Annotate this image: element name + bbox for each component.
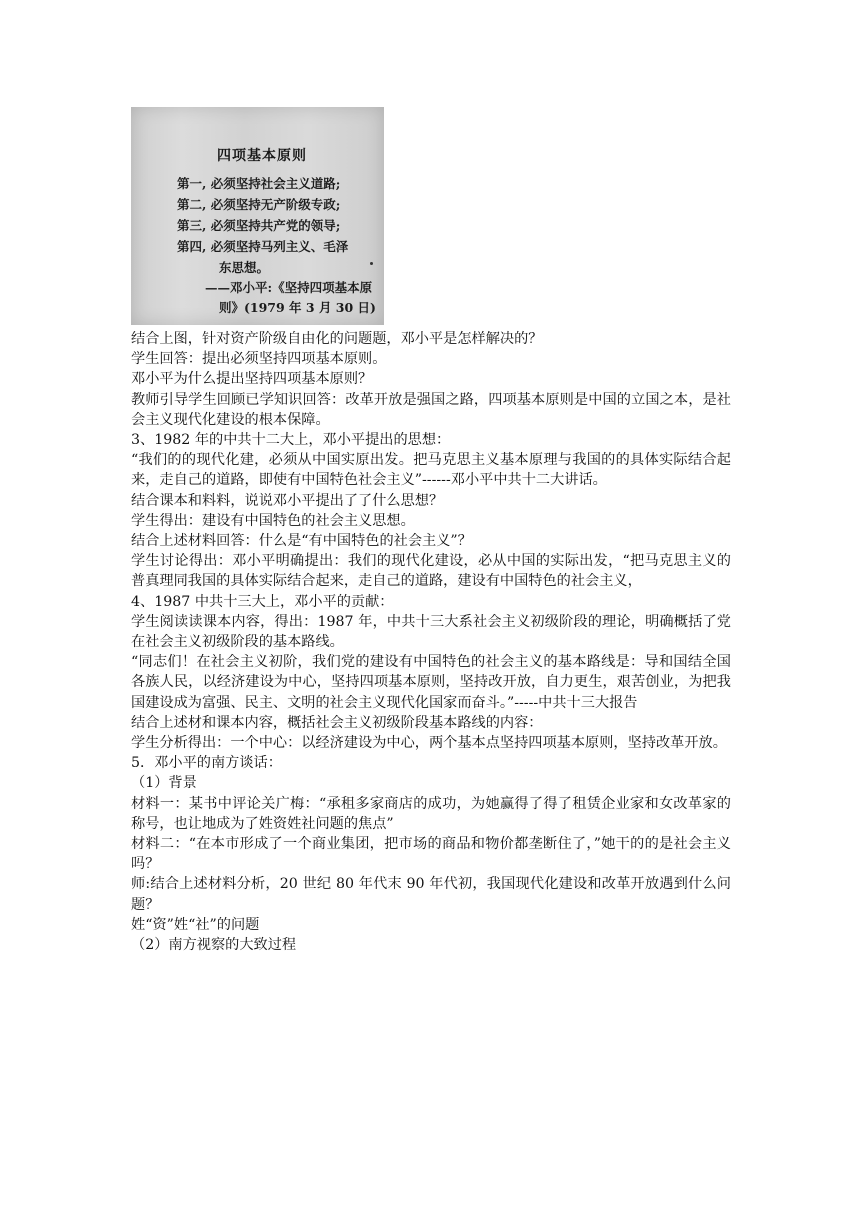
paragraph-19: 材料二：“在本市形成了一个商业集团，把市场的商品和物价都垄断住了，”她干的的是社会主义吗？	[131, 836, 731, 873]
scan-title: 四项基本原则	[217, 148, 307, 164]
paragraph-4: 教师引导学生回顾已学知识回答：改革开放是强国之路，四项基本原则是中国的立国之本，是社会主义现代化建设的根本保障。	[131, 391, 731, 428]
scan-line-5: 东思想。	[219, 260, 270, 275]
paragraph-12: 学生阅读读课本内容，得出：1987 年，中共十三大系社会主义初级阶段的理论，明确概括了党在社会主义初级阶段的基本路线。	[131, 613, 731, 651]
paragraph-15: 学生分析得出：一个中心：以经济建设为中心，两个基本点坚持四项基本原则，坚持改革开放。	[131, 735, 727, 752]
scan-line-4: 第四, 必须坚持马列主义、毛泽	[177, 239, 349, 254]
paragraph-6: “我们的的现代化建，必须从中国实原出发。把马克思主义基本原理与我国的的具体实际结合起来，走自己的道路，即使有中国特色社会主义”------邓小平中共十二大讲话。	[131, 452, 731, 489]
body-text	[131, 329, 731, 955]
paragraph-7: 结合课本和料料，说说邓小平提出了了什么思想？	[131, 492, 444, 509]
scan-line-1: 第一, 必须坚持社会主义道路;	[177, 176, 341, 191]
scanned-principles-image	[131, 107, 384, 325]
paragraph-3: 邓小平为什么提出坚持四项基本原则？	[131, 371, 373, 388]
scan-line-7: 则》(1979 年 3 月 30 日)	[219, 300, 376, 315]
paragraph-20: 师:结合上述材料分析，20 世纪 80 年代末 90 年代初，我国现代化建设和改革开放遇到什么问题？	[131, 876, 731, 913]
scan-line-2: 第二, 必须坚持无产阶级专政;	[177, 197, 341, 212]
paragraph-13: “同志们！在社会主义初阶，我们党的建设有中国特色的社会主义的基本路线是：导和国结全国各族人民，以经济建设为中心，坚持四项基本原则，坚持改开放，自力更生，艰苦创业，为把我国建设成为富强、民主、文明的社会主义现代化国家而奋斗。”-----中共十三大报告	[131, 654, 731, 711]
paragraph-10: 学生讨论得出：邓小平明确提出：我们的现代化建设，必从中国的实际出发，“把马克思主义的普真理同我国的具体实际结合起来，走自己的道路，建设有中国特色的社会主义，	[131, 553, 731, 590]
paragraph-21: 姓“资”姓“社”的问题	[131, 916, 260, 933]
scan-line-3: 第三, 必须坚持共产党的领导;	[177, 218, 341, 233]
paragraph-1: 结合上图，针对资产阶级自由化的问题题，邓小平是怎样解决的？	[131, 331, 543, 347]
paragraph-2: 学生回答：提出必须坚持四项基本原则。	[131, 351, 387, 368]
paragraph-16: 5．邓小平的南方谈话：	[131, 755, 282, 772]
paragraph-5: 3、1982 年的中共十二大上，邓小平提出的思想：	[131, 432, 451, 449]
paragraph-11: 4、1987 中共十三大上，邓小平的贡献：	[131, 593, 394, 610]
paragraph-14: 结合上述材和课本内容，概括社会主义初级阶段基本路线的内容：	[131, 714, 543, 731]
paragraph-9: 结合上述材料回答：什么是“有中国特色的社会主义”？	[131, 533, 472, 550]
paragraph-8: 学生得出：建设有中国特色的社会主义思想。	[131, 512, 415, 529]
paragraph-17: （1）背景	[131, 775, 197, 792]
scan-line-6: ——邓小平:《坚持四项基本原	[205, 280, 373, 295]
paragraph-22: （2）南方视察的大致过程	[131, 937, 297, 954]
paragraph-18: 材料一：某书中评论关广梅：“承租多家商店的成功，为她赢得了得了租赁企业家和女改革家的称号，也让地成为了姓资姓社问题的焦点”	[131, 795, 731, 832]
scan-speck	[370, 262, 373, 265]
